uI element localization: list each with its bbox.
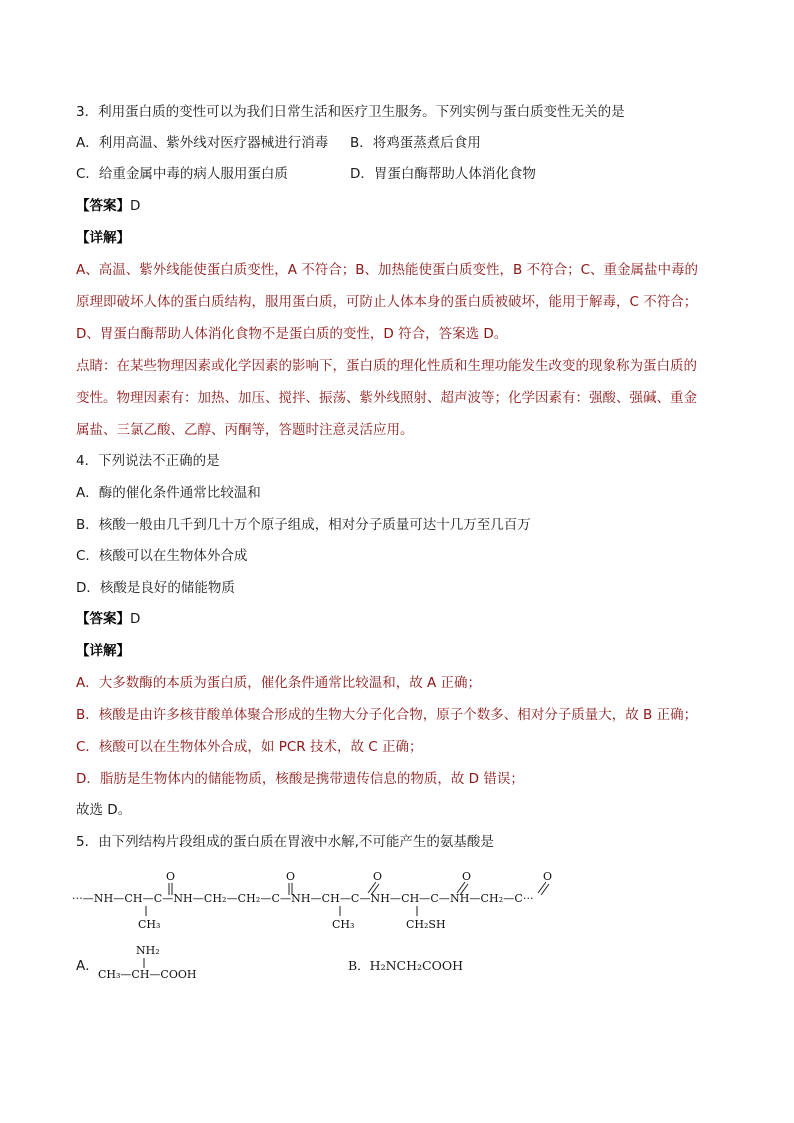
peptide-main-chain: ···—NH—CH—C—NH—CH₂—CH₂—C—NH—CH—C—NH—CH—C—NH—CH₂—C··· [72,892,534,905]
q5-option-a-label: A． [76,958,99,974]
q4-detail-line: B．核酸是由许多核苷酸单体聚合形成的生物大分子化合物，原子个数多、相对分子质量大，故 B 正确； [76,707,698,723]
alanine-chain: CH₃—CH—COOH [98,968,197,981]
q4-stem: 4．下列说法不正确的是 [76,453,220,469]
q3-option-c: C．给重金属中毒的病人服用蛋白质 [76,166,288,182]
q5-option-b: B．H₂NCH₂COOH [348,958,463,973]
peptide-structure [72,866,572,938]
q3-note-line: 点睛：在某些物理因素或化学因素的影响下，蛋白质的理化性质和生理功能发生改变的现象称为蛋白质的 [76,358,697,374]
q4-option-b: B．核酸一般由几千到几十万个原子组成，相对分子质量可达十几万至几百万 [76,517,531,533]
q3-stem: 3．利用蛋白质的变性可以为我们日常生活和医疗卫生服务。下列实例与蛋白质变性无关的是 [76,104,625,120]
q4-option-c: C．核酸可以在生物体外合成 [76,548,248,564]
carbonyl-oxygen: O [166,870,176,883]
q4-option-a: A．酶的催化条件通常比较温和 [76,485,261,501]
amino-group: NH₂ [136,944,160,957]
q3-answer [76,196,140,216]
answer-value: D [130,611,141,627]
methyl-side-chain: CH₃ [332,918,355,931]
q3-option-d: D．胃蛋白酶帮助人体消化食物 [350,166,536,182]
q4-answer [76,609,140,629]
q3-detail-line: A、高温、紫外线能使蛋白质变性，A 不符合；B、加热能使蛋白质变性，B 不符合；C、重金属盐中毒的 [76,262,699,278]
methyl-side-chain: CH₃ [138,918,161,931]
q3-options-cd [76,164,716,184]
q3-detail-line: 原理即破坏人体的蛋白质结构，服用蛋白质，可防止人体本身的蛋白质被破坏，能用于解毒，C 不符合； [76,294,698,310]
q3-option-b: B．将鸡蛋蒸煮后食用 [350,135,481,151]
answer-tag: 【答案】 [76,198,130,214]
q4-detail-line: C．核酸可以在生物体外合成，如 PCR 技术，故 C 正确； [76,739,423,755]
q3-detail-line: D、胃蛋白酶帮助人体消化食物不是蛋白质的变性，D 符合，答案选 D。 [76,326,508,342]
q5-option-a-structure [98,944,238,988]
carbonyl-oxygen: O [462,870,472,883]
q3-option-a: A．利用高温、紫外线对医疗器械进行消毒 [76,135,329,151]
carbonyl-oxygen: O [543,870,553,883]
q3-options-ab [76,133,716,153]
bond-lines [98,944,238,988]
q3-note-line: 属盐、三氯乙酸、乙醇、丙酮等，答题时注意灵活应用。 [76,422,414,438]
q4-conclusion: 故选 D。 [76,802,132,818]
carbonyl-oxygen: O [373,870,383,883]
q4-detail-tag: 【详解】 [76,643,130,659]
q3-note-line: 变性。物理因素有：加热、加压、搅拌、振荡、紫外线照射、超声波等；化学因素有：强酸、强碱、重金 [76,390,697,406]
q3-detail-tag: 【详解】 [76,230,130,246]
q4-detail-line: A．大多数酶的本质为蛋白质，催化条件通常比较温和，故 A 正确； [76,675,482,691]
q4-option-d: D．核酸是良好的储能物质 [76,580,235,596]
answer-value: D [130,198,141,214]
q5-stem: 5．由下列结构片段组成的蛋白质在胃液中水解,不可能产生的氨基酸是 [76,834,494,850]
answer-tag: 【答案】 [76,611,130,627]
thiol-side-chain: CH₂SH [406,918,446,931]
q4-detail-line: D．脂肪是生物体内的储能物质，核酸是携带遗传信息的物质，故 D 错误； [76,771,524,787]
carbonyl-oxygen: O [286,870,296,883]
